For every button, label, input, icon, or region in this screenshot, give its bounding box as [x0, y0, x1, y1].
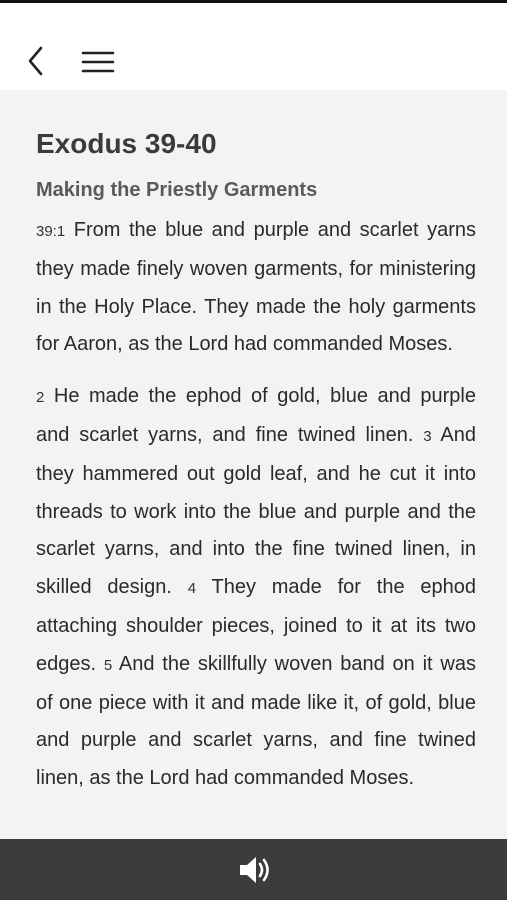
verse-number: 3 — [423, 427, 432, 445]
verse-number: 2 — [36, 389, 45, 407]
verse-number: 5 — [103, 656, 113, 674]
verse-text: They made for the ephod attaching shoulder pieces, joined to it at its two edges. — [36, 576, 477, 675]
verse-number: 4 — [187, 580, 197, 598]
scripture-paragraph — [36, 212, 476, 364]
speaker-volume-icon — [236, 853, 276, 887]
audio-play-button[interactable] — [236, 853, 276, 887]
verse-text: And they hammered out gold leaf, and he cut it into threads to work into the blue and purple and the scarlet yarns, and into the fine twined linen, in skilled design. — [36, 423, 477, 599]
top-navigation-bar — [0, 0, 507, 90]
chapter-title: Exodus 39-40 — [36, 128, 217, 159]
reading-content — [36, 90, 476, 798]
verse-text: And the skillfully woven band on it was of one piece with it and made like it, of gold, blue and purple and scarlet yarns, and fine twined linen, as the Lord had commanded Moses. — [36, 652, 476, 790]
menu-button[interactable] — [78, 45, 118, 79]
hamburger-menu-icon — [78, 45, 118, 79]
scripture-paragraph — [36, 378, 476, 798]
verse-text: He made the ephod of gold, blue and purple and scarlet yarns, and fine twined linen. — [36, 385, 476, 446]
back-button[interactable] — [22, 41, 52, 81]
verse-text: From the blue and purple and scarlet yarns they made finely woven garments, for ministering in the Holy Place. They made the holy garments for Aaron, as the Lord had commanded Moses. — [36, 219, 476, 356]
chevron-left-icon — [22, 41, 52, 81]
audio-player-bar — [0, 839, 507, 900]
section-heading: Making the Priestly Garments — [36, 179, 318, 201]
verse-number: 39:1 — [36, 223, 66, 240]
